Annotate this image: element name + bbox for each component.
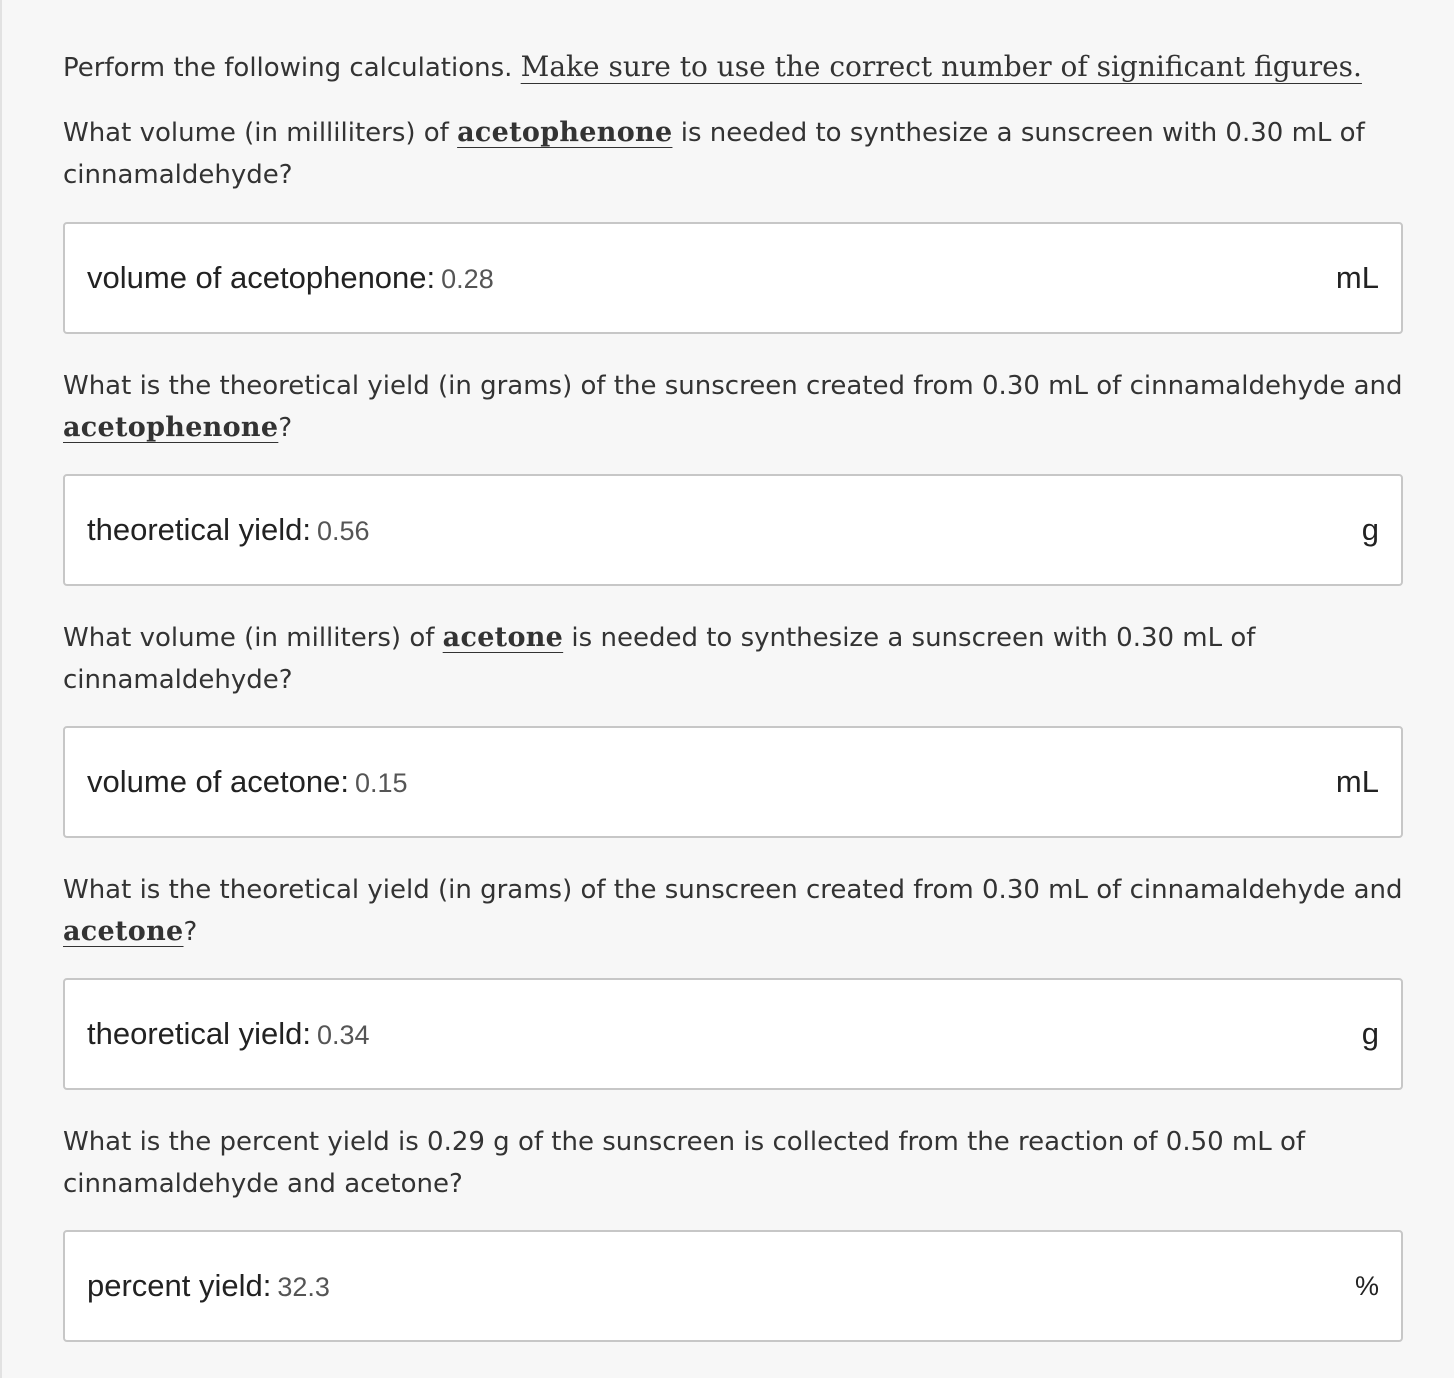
- answer-field-volume-acetone[interactable]: [63, 726, 1403, 838]
- left-border: [0, 0, 2, 1378]
- question-volume-acetone: What volume (in milliters) of acetone is needed to synthesize a sunscreen with 0.30 mL of cinnamaldehyde?: [63, 622, 1256, 695]
- chem-term-acetone[interactable]: acetone: [63, 916, 184, 947]
- unit-label: g: [1361, 512, 1379, 547]
- question-volume-acetophenone: What volume (in milliliters) of acetophenone is needed to synthesize a sunscreen with 0.30 mL of cinnamaldehyde?: [63, 117, 1365, 190]
- unit-label: mL: [1335, 764, 1379, 799]
- answer-field-percent-yield[interactable]: [63, 1230, 1403, 1342]
- answer-value[interactable]: 0.56: [317, 516, 370, 546]
- chem-term-acetophenone[interactable]: acetophenone: [63, 412, 279, 443]
- answer-label: theoretical yield: 0.34: [87, 1016, 370, 1051]
- answer-field-yield-acetophenone[interactable]: [63, 474, 1403, 586]
- instructions: [63, 49, 1362, 86]
- answer-value[interactable]: 0.28: [441, 264, 494, 294]
- answer-field-yield-acetone[interactable]: [63, 978, 1403, 1090]
- answer-label: theoretical yield: 0.56: [87, 512, 370, 547]
- unit-label: %: [1354, 1271, 1379, 1301]
- chem-term-acetophenone[interactable]: acetophenone: [457, 117, 673, 148]
- instructions-lead: Perform the following calculations.: [63, 53, 521, 83]
- chem-term-acetone[interactable]: acetone: [442, 622, 564, 653]
- answer-label: volume of acetone: 0.15: [87, 764, 408, 799]
- answer-value[interactable]: 32.3: [277, 1272, 330, 1302]
- question-yield-acetone: What is the theoretical yield (in grams) of the sunscreen created from 0.30 mL of cinnamaldehyde and acetone?: [63, 875, 1403, 947]
- question-yield-acetophenone: What is the theoretical yield (in grams) of the sunscreen created from 0.30 mL of cinnamaldehyde and acetophenone?: [63, 371, 1403, 443]
- answer-label: percent yield: 32.3: [87, 1268, 330, 1303]
- answer-value[interactable]: 0.15: [354, 768, 408, 798]
- unit-label: mL: [1335, 260, 1379, 295]
- answer-label: volume of acetophenone: 0.28: [87, 260, 494, 295]
- answer-field-volume-acetophenone[interactable]: [63, 222, 1403, 334]
- answer-value[interactable]: 0.34: [317, 1020, 370, 1050]
- question-percent-yield: What is the percent yield is 0.29 g of the sunscreen is collected from the reaction of 0.50 mL of cinnamaldehyde and acetone?: [63, 1127, 1306, 1199]
- unit-label: g: [1361, 1016, 1379, 1051]
- sig-fig-note: Make sure to use the correct number of significant figures.: [520, 50, 1362, 83]
